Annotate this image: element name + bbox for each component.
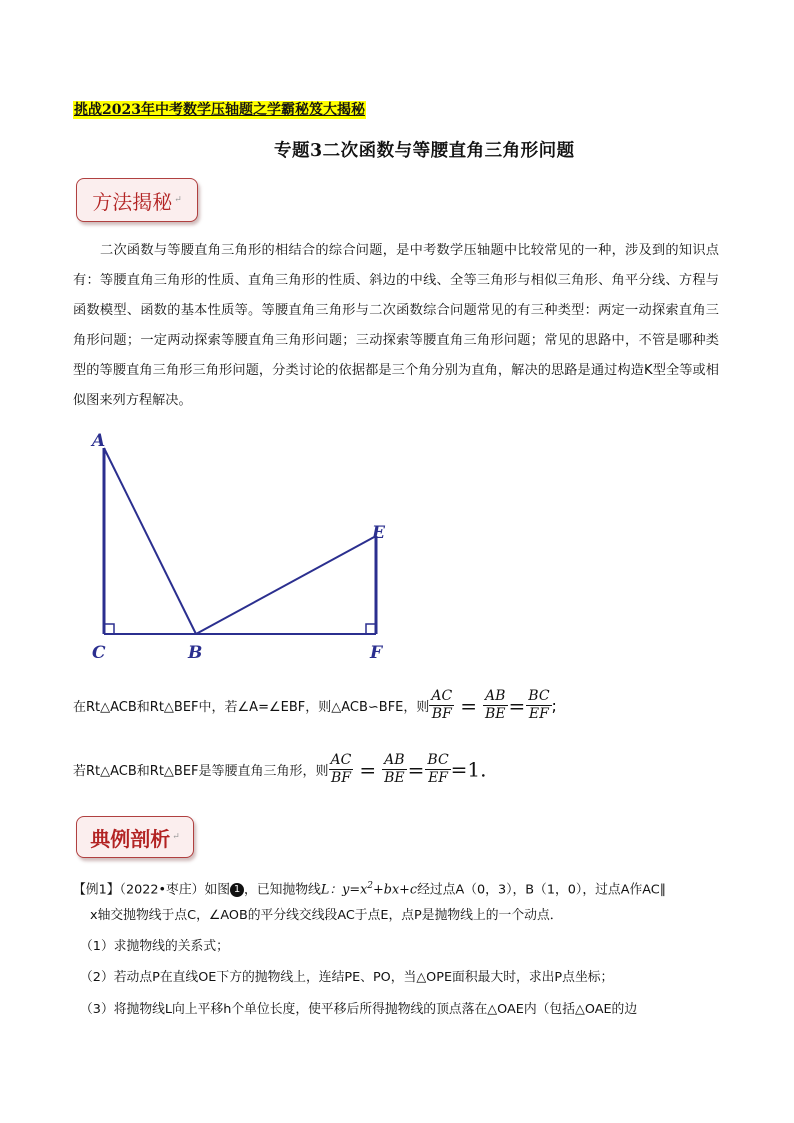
fraction-ab-be-2: $\frac{AB}{BE}$ [384, 752, 405, 786]
figure-number-badge: 1 [230, 883, 244, 897]
example-line-1: 【例1】（2022•枣庄）如图 1 ，已知抛物线L：$y=x^2+bx+c$经过点A（0，3），B（1，0），过点A作AC∥ [73, 881, 667, 898]
fraction-ac-bf-2: $\frac{AC}{BF}$ [330, 752, 352, 786]
section-badge-label-2: 典例剖析 [90, 826, 171, 851]
formula-line-1: 在Rt△ACB和Rt△BEF中，若∠A=∠EBF，则△ACB∽BFE，则 $\frac{AC}{BF}$ = $\frac{AB}{BE}$ = $\frac{BC}{EF}$ ; [73, 688, 557, 722]
section-badge-examples: 典例剖析 ↵ [76, 816, 194, 858]
question-3: （3）将抛物线L向上平移h个单位长度，使平移后所得抛物线的顶点落在△OAE内（包括△OAE的边 [80, 1002, 638, 1017]
formula-line-2: 若Rt△ACB和Rt△BEF是等腰直角三角形，则 $\frac{AC}{BF}$ = $\frac{AB}{BE}$ = $\frac{BC}{EF}$ =1. [73, 752, 487, 786]
example-line-2: x轴交抛物线于点C，∠AOB的平分线交线段AC于点E，点P是抛物线上的一个动点． [90, 908, 563, 923]
fraction-bc-ef-2: $\frac{BC}{EF}$ [427, 752, 449, 786]
section-badge-method: 方法揭秘 ↵ [76, 178, 198, 222]
label-a: A [92, 431, 106, 451]
question-2: （2）若动点P在直线OE下方的抛物线上，连结PE、PO，当△OPE面积最大时，求出P点坐标； [80, 970, 614, 985]
label-f: F [370, 643, 383, 663]
example-tag: 【例1】 [73, 882, 120, 898]
label-b: B [188, 643, 203, 663]
segment-be [196, 536, 376, 634]
question-1: （1）求抛物线的关系式； [80, 939, 229, 954]
label-c: C [92, 643, 106, 663]
fraction-bc-ef: $\frac{BC}{EF}$ [528, 688, 550, 722]
intro-paragraph: 二次函数与等腰直角三角形的相结合的综合问题，是中考数学压轴题中比较常见的一种，涉及到的知识点有：等腰直角三角形的性质、直角三角形的性质、斜边的中线、全等三角形与相似三角形、角平分线、方程与函数模型、函数的基本性质等。等腰直角三角形与二次函数综合问题常见的有三种类型：两定一动探索直角三角形问题；一定两动探索等腰直角三角形问题；三动探索等腰直角三角形问题；常见的思路中，不管是哪种类型的等腰直角三角形三角形问题，分类讨论的依据都是三个角分别为直角，解决的思路是通过构造K型全等或相似图来列方程解决。 [73, 243, 719, 408]
formula2-prefix: 若Rt△ACB和Rt△BEF是等腰直角三角形，则 [73, 764, 329, 779]
fraction-ac-bf: $\frac{AC}{BF}$ [431, 688, 453, 722]
page-title: 专题3二次函数与等腰直角三角形问题 [274, 141, 575, 161]
fraction-ab-be: $\frac{AB}{BE}$ [484, 688, 506, 722]
segment-ab [104, 448, 196, 634]
label-e: E [372, 523, 385, 543]
section-badge-label: 方法揭秘 [92, 189, 173, 214]
series-highlight-title: 挑战2023年中考数学压轴题之学霸秘笈大揭秘 [74, 102, 365, 118]
k-type-figure [84, 426, 404, 666]
formula1-prefix: 在Rt△ACB和Rt△BEF中，若∠A=∠EBF，则△ACB∽BFE，则 [73, 700, 430, 715]
